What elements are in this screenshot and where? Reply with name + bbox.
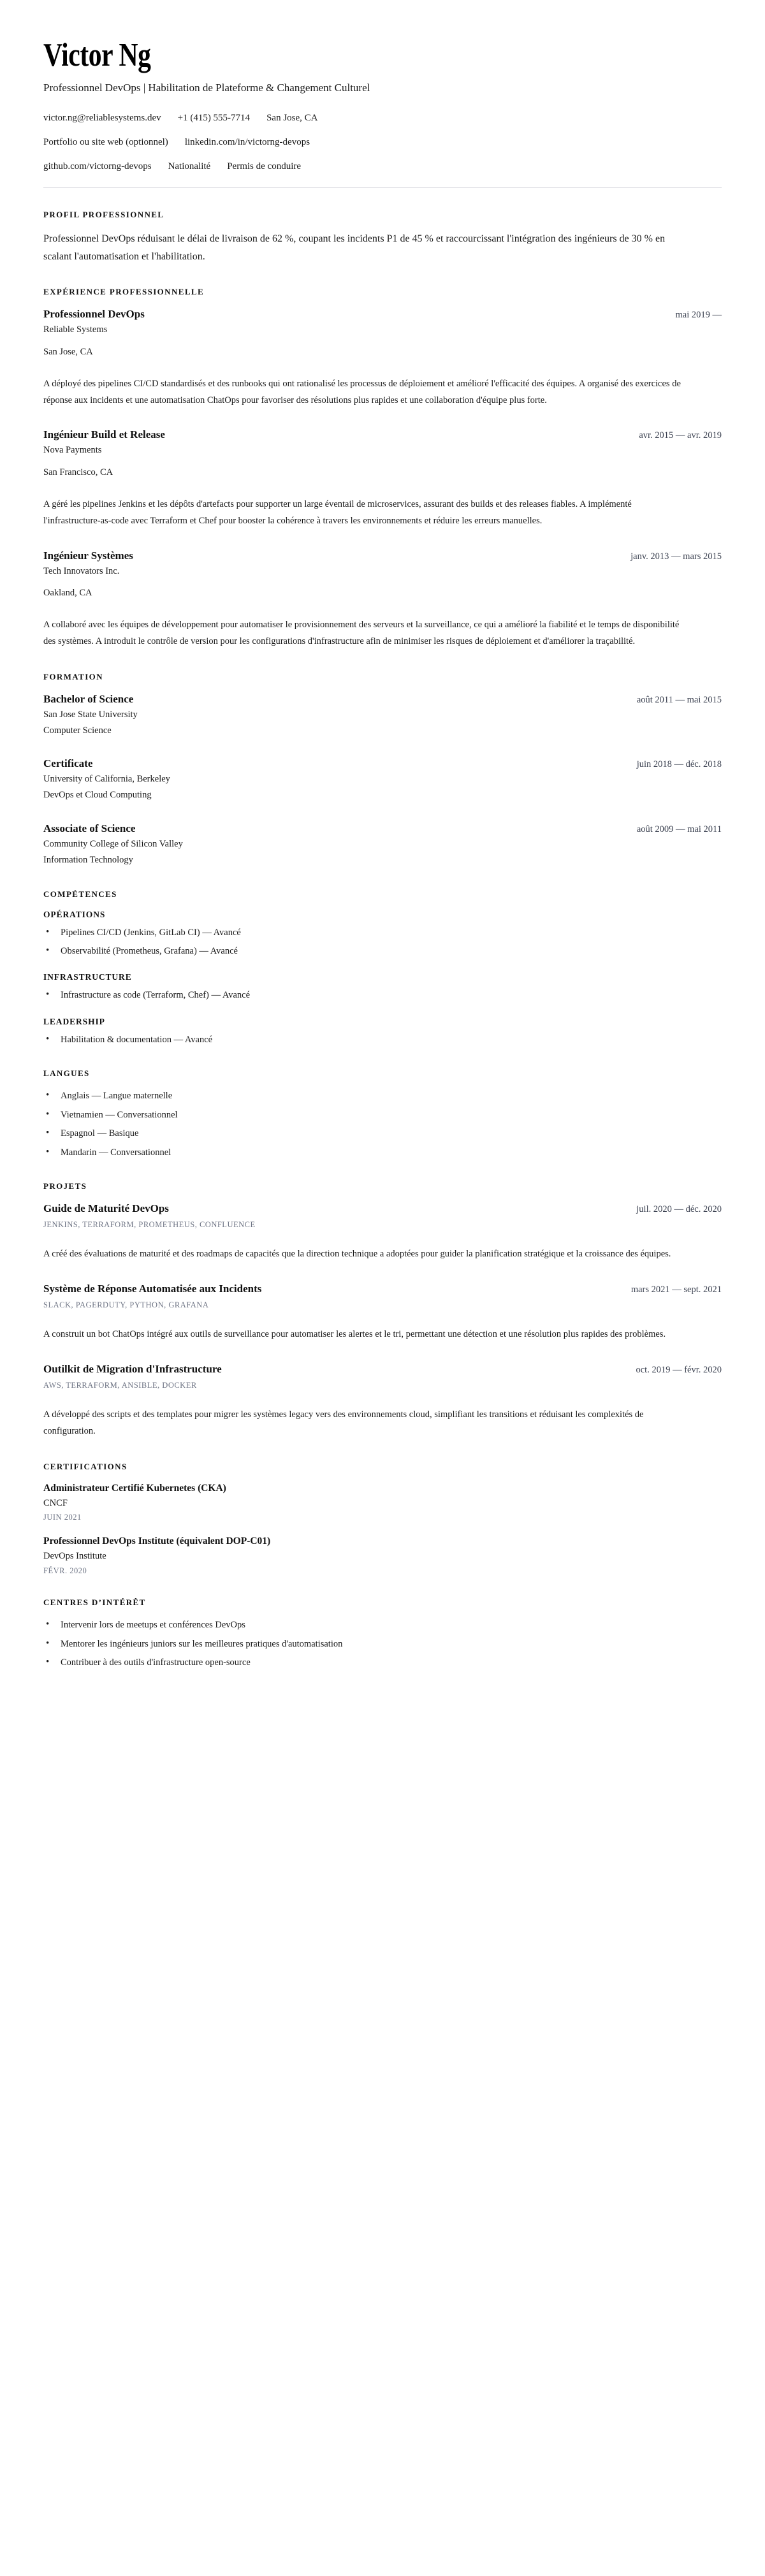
project-entry xyxy=(43,1202,722,1263)
section-languages xyxy=(43,1068,722,1160)
skill-group xyxy=(43,1017,722,1047)
section-heading-languages: LANGUES xyxy=(43,1068,90,1079)
section-education xyxy=(43,672,722,868)
contact-github[interactable]: github.com/victorng-devops xyxy=(43,161,152,172)
experience-date: janv. 2013 — mars 2015 xyxy=(630,551,722,562)
education-entry-header xyxy=(43,757,722,771)
contact-driving-licence: Permis de conduire xyxy=(227,161,302,172)
section-interests xyxy=(43,1597,722,1670)
education-field: Computer Science xyxy=(43,725,112,736)
interest-item: • Intervenir lors de meetups et conférences DevOps xyxy=(43,1618,722,1632)
project-stack: SLACK, PAGERDUTY, PYTHON, GRAFANA xyxy=(43,1300,209,1310)
education-date: juin 2018 — déc. 2018 xyxy=(636,759,722,770)
section-heading-skills: COMPÉTENCES xyxy=(43,889,117,899)
education-degree: Associate of Science xyxy=(43,822,136,834)
education-entry xyxy=(43,822,722,868)
interest-item: • Contribuer à des outils d'infrastructure open-source xyxy=(43,1655,722,1670)
project-name: Guide de Maturité DevOps xyxy=(43,1202,169,1215)
certification-date: JUIN 2021 xyxy=(43,1513,82,1522)
certification-entry xyxy=(43,1535,722,1576)
project-name: Outilkit de Migration d'Infrastructure xyxy=(43,1363,222,1376)
education-field: Information Technology xyxy=(43,854,133,865)
experience-date: avr. 2015 — avr. 2019 xyxy=(639,430,722,441)
header-tagline: Professionnel DevOps | Habilitation de Plateforme & Changement Culturel xyxy=(43,82,370,94)
certification-name: Administrateur Certifié Kubernetes (CKA) xyxy=(43,1482,226,1494)
contact-nationality: Nationalité xyxy=(168,161,211,172)
project-date: oct. 2019 — févr. 2020 xyxy=(636,1365,722,1376)
skill-list xyxy=(43,988,722,1002)
education-entry xyxy=(43,757,722,803)
education-entry xyxy=(43,692,722,738)
experience-role: Ingénieur Build et Release xyxy=(43,428,165,441)
section-profile xyxy=(43,210,722,265)
project-entry xyxy=(43,1362,722,1440)
section-skills xyxy=(43,889,722,1047)
section-projects xyxy=(43,1181,722,1439)
education-school: Community College of Silicon Valley xyxy=(43,839,183,849)
education-degree: Bachelor of Science xyxy=(43,692,134,705)
contact-portfolio[interactable]: Portfolio ou site web (optionnel) xyxy=(43,137,168,148)
experience-company: Tech Innovators Inc. xyxy=(43,565,120,576)
skill-list xyxy=(43,1033,722,1047)
section-heading-profile: PROFIL PROFESSIONNEL xyxy=(43,210,164,220)
certification-issuer: DevOps Institute xyxy=(43,1551,106,1562)
project-entry-header xyxy=(43,1282,722,1296)
skill-item: • Infrastructure as code (Terraform, Chef) — Avancé xyxy=(43,988,722,1002)
project-entry xyxy=(43,1282,722,1343)
project-name: Système de Réponse Automatisée aux Incidents xyxy=(43,1283,262,1295)
skill-item: • Pipelines CI/CD (Jenkins, GitLab CI) — Avancé xyxy=(43,926,722,940)
project-date: mars 2021 — sept. 2021 xyxy=(630,1284,722,1295)
project-description: A créé des évaluations de maturité et des roadmaps de capacités que la direction technique a adoptées pour guider la planification stratégique et la croissance des équipes. xyxy=(43,1249,671,1260)
skill-group-title: INFRASTRUCTURE xyxy=(43,972,132,982)
project-entry-header xyxy=(43,1362,722,1376)
skill-group xyxy=(43,972,722,1002)
contact-line-2 xyxy=(43,136,722,149)
experience-location: San Francisco, CA xyxy=(43,467,113,478)
skill-group-title: LEADERSHIP xyxy=(43,1016,105,1026)
experience-location: Oakland, CA xyxy=(43,588,92,599)
experience-description: A collaboré avec les équipes de développement pour automatiser le provisionnement des serveurs et la surveillance, ce qui a amélioré la fiabilité et le temps de disponibilité des systèmes. A introduit le contrôle de version pour les configurations d'infrastructure afin de minimiser les risques de déploiement et d'améliorer la traçabilité. xyxy=(43,620,680,646)
section-heading-projects: PROJETS xyxy=(43,1181,87,1191)
section-experience xyxy=(43,287,722,650)
certification-date: FÉVR. 2020 xyxy=(43,1566,87,1576)
project-stack: AWS, TERRAFORM, ANSIBLE, DOCKER xyxy=(43,1381,197,1390)
contact-line-3 xyxy=(43,160,722,173)
experience-date: mai 2019 — xyxy=(675,310,722,321)
experience-entry-header xyxy=(43,307,722,321)
experience-description: A géré les pipelines Jenkins et les dépôts d'artefacts pour supporter un large éventail de microservices, assurant des builds et des releases fiables. A implémenté l'infrastructure-as-code avec Terraform et Chef pour booster la cohérence à travers les environnements et réduire les erreurs manuelles. xyxy=(43,498,632,526)
experience-entry xyxy=(43,549,722,650)
certification-entry xyxy=(43,1482,722,1523)
interest-list xyxy=(43,1618,722,1670)
experience-role: Ingénieur Systèmes xyxy=(43,549,133,562)
project-description: A développé des scripts et des templates pour migrer les systèmes legacy vers des environnements cloud, simplifiant les transitions et réduisant les complexités de configuration. xyxy=(43,1409,644,1436)
education-date: août 2009 — mai 2011 xyxy=(636,824,722,834)
section-heading-experience: EXPÉRIENCE PROFESSIONNELLE xyxy=(43,287,205,297)
experience-description: A déployé des pipelines CI/CD standardisés et des runbooks qui ont rationalisé les processus de déploiement et amélioré l'efficacité des équipes. A organisé des exercices de réponse aux incidents et une automatisation ChatOps pour favoriser des résolutions plus rapides et une collaboration d'équipe plus forte. xyxy=(43,378,681,405)
contact-line-1 xyxy=(43,112,722,125)
experience-company: Nova Payments xyxy=(43,445,102,456)
certification-name: Professionnel DevOps Institute (équivalent DOP-C01) xyxy=(43,1536,271,1547)
section-heading-interests: CENTRES D’INTÉRÊT xyxy=(43,1597,146,1608)
experience-location: San Jose, CA xyxy=(43,347,93,357)
language-item: • Espagnol — Basique xyxy=(43,1126,722,1140)
contact-email[interactable]: victor.ng@reliablesystems.dev xyxy=(43,113,161,124)
education-entry-header xyxy=(43,692,722,706)
skill-group xyxy=(43,910,722,959)
section-heading-education: FORMATION xyxy=(43,671,103,681)
certification-issuer: CNCF xyxy=(43,1497,68,1508)
contact-location: San Jose, CA xyxy=(266,113,318,124)
project-stack: JENKINS, TERRAFORM, PROMETHEUS, CONFLUENCE xyxy=(43,1220,256,1230)
education-entry-header xyxy=(43,822,722,836)
education-school: University of California, Berkeley xyxy=(43,774,170,785)
language-item: • Anglais — Langue maternelle xyxy=(43,1089,722,1103)
language-item: • Vietnamien — Conversationnel xyxy=(43,1108,722,1122)
language-list xyxy=(43,1089,722,1160)
page-title: Victor Ng xyxy=(43,37,151,73)
education-degree: Certificate xyxy=(43,757,93,770)
education-date: août 2011 — mai 2015 xyxy=(636,694,722,705)
experience-company: Reliable Systems xyxy=(43,324,108,335)
language-item: • Mandarin — Conversationnel xyxy=(43,1146,722,1160)
education-field: DevOps et Cloud Computing xyxy=(43,790,152,801)
skill-item: • Observabilité (Prometheus, Grafana) — Avancé xyxy=(43,944,722,958)
experience-entry-header xyxy=(43,549,722,563)
interest-item: • Mentorer les ingénieurs juniors sur les meilleures pratiques d'automatisation xyxy=(43,1637,722,1651)
experience-role: Professionnel DevOps xyxy=(43,308,145,321)
skill-group-title: OPÉRATIONS xyxy=(43,909,106,919)
skill-item: • Habilitation & documentation — Avancé xyxy=(43,1033,722,1047)
experience-entry xyxy=(43,307,722,409)
skill-list xyxy=(43,926,722,959)
section-heading-certifications: CERTIFICATIONS xyxy=(43,1461,127,1471)
contact-linkedin[interactable]: linkedin.com/in/victorng-devops xyxy=(184,137,310,148)
education-school: San Jose State University xyxy=(43,709,138,720)
section-certifications xyxy=(43,1462,722,1576)
profile-summary: Professionnel DevOps réduisant le délai de livraison de 62 %, coupant les incidents P1 de 45 % et raccourcissant l'intégration des ingénieurs de 30 % en scalant l'automatisation et l'habilitation. xyxy=(43,233,666,262)
project-date: juil. 2020 — déc. 2020 xyxy=(636,1204,722,1215)
contact-phone[interactable]: +1 (415) 555-7714 xyxy=(177,113,251,124)
header-divider xyxy=(43,187,722,188)
experience-entry-header xyxy=(43,428,722,442)
project-entry-header xyxy=(43,1202,722,1216)
project-description: A construit un bot ChatOps intégré aux outils de surveillance pour automatiser les alertes et le tri, permettant une détection et une résolution plus rapides des problèmes. xyxy=(43,1329,666,1340)
experience-entry xyxy=(43,428,722,529)
resume-header xyxy=(43,38,722,188)
